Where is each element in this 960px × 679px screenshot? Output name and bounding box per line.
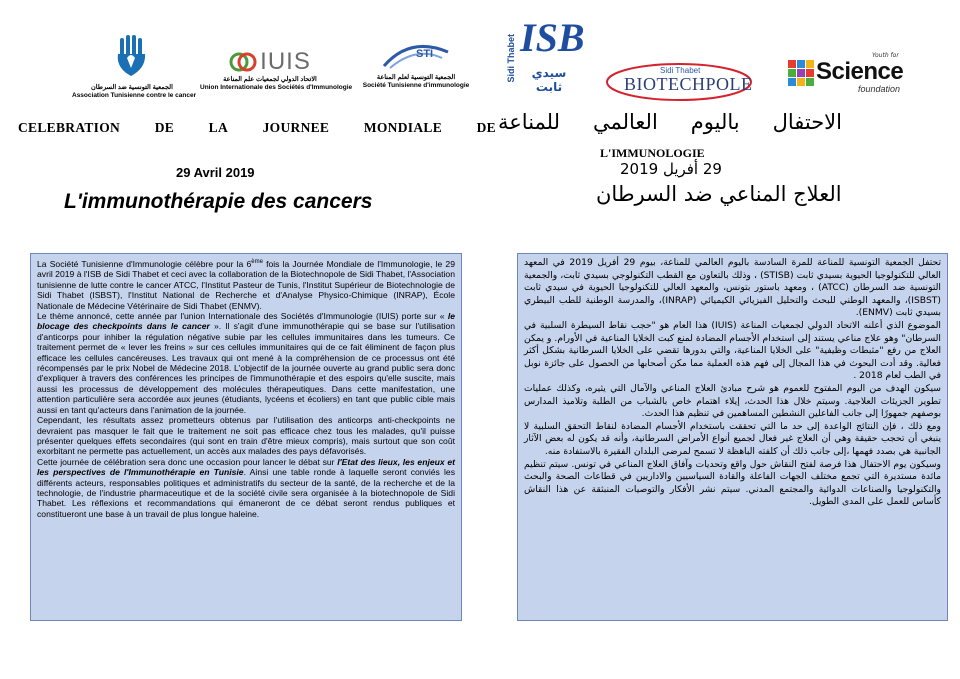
heading-word: للمناعة (498, 110, 561, 134)
iuis-fr-name: Union Internationale des Sociétés d'Immunologie (200, 84, 353, 91)
heading-word: باليوم (690, 110, 740, 134)
arabic-heading (498, 110, 842, 134)
heading-word: CELEBRATION (18, 120, 121, 135)
isb-side-text: Sidi Thabet (506, 34, 516, 83)
hand-ribbon-icon (112, 34, 152, 80)
sti-mark: STI (416, 48, 434, 60)
french-paragraph: Le thème annoncé, cette année par l'union Internationale des Sociétés d'Immunologie (IUIS) porte sur « le blocage des checkpoints dans le cancer ». Il s'agit d'une immunothérapie qui se base sur l'utilisation d'anticorps pour inhiber la régulation négative subie par les cellules immunitaires dans les tumeurs. Ce traitement permet de « lever les freins » sur ces cellules immunitaires qui de ce fait éliminent de façon plus efficace les cellules cancéreuses. Les travaux qui ont mené à la compréhension de ce processus ont été récompensés par le prix Nobel de Médecine 2018. L'objectif de la journée ouverte au grand public sera donc d'expliquer à travers des conférences les principes de l'immunothérapie et des espoirs qu'elle suscite, mais aussi les processus de développement des molécules thérapeutiques. Dans cette manifestation, une attention particulière sera accordée aux jeunes (étudiants, lycéens et écoliers) en tant que public cible mais aussi en tant qu'acteurs dans l'animation de la journée. (37, 311, 455, 415)
arabic-paragraph: وسيكون يوم الاحتفال هذا فرصة لفتح النقاش حول واقع وتحديات وآفاق العلاج المناعي في تونس. سيتم تنظيم مائدة مستديرة التي تجمع مختلف الجهات الفاعلة والقادة السياسيين والاداريين في قطاعات الصحة والبحث والتكنولوجيا والصناعات الدوائية والمجتمع المدني. سيتم نشر الأفكار والتوصيات المنبثقة عن هذا النقاش كأساس للعمل على المدى الطويل. (524, 458, 941, 508)
arabic-text-box (517, 253, 948, 621)
science-mark: Science (816, 58, 904, 85)
french-paragraph: Cette journée de célébration sera donc une occasion pour lancer le débat sur l'Etat des lieux, les enjeux et les perspectives de l'Immunothérapie en Tunisie. Ainsi une table ronde à laquelle seront conviés les différents acteurs, responsables politiques et administratifs du secteur de la santé, de la recherche et de la technologie, de l'industrie pharmaceutique et de la société civile sera organisée à la biotechnopole de Sidi Thabet. Les réflexions et recommandations qui émaneront de ce débat seront rendus publiques et constitueront une base à un travail de plus longue haleine. (37, 456, 455, 519)
iuis-globe-icon (229, 50, 257, 74)
isb-mark: ISB (520, 15, 585, 60)
arabic-paragraph: تحتفل الجمعية التونسية للمناعة للمرة السادسة باليوم العالمي للمناعة، بيوم 29 أفريل 2019 في المعهد العالي للتكنولوجيا الحيوية بسيدي ثابت (STISB) ، وذلك بالتعاون مع القطب التكنولوجي بسيدي ثابت، والجمعية التونسية ضد السرطان (ATCC) ، ومعهد باستور بتونس، والمعهد العالي للتكنولوجيا الحيوية في سيدي ثابت (ISBST)، والمعهد الوطني للبحث والتحليل الفيزيائي الكيميائي (INRAP)، والمدرسة الوطنية للطب البيطري بسيدي ثابت (ENMV). (524, 257, 942, 319)
heading-word: العالمي (592, 110, 658, 134)
arabic-title: العلاج المناعي ضد السرطان (596, 182, 842, 206)
biotechpole-top-text: Sidi Thabet (660, 66, 701, 75)
french-date: 29 Avril 2019 (176, 165, 255, 180)
heading-word: LA (208, 120, 229, 135)
arabic-paragraph: سيكون الهدف من اليوم المفتوح للعموم هو شرح مبادئ العلاج المناعي والآمال التي يثيره، وكذلك عمليات تطوير الجزيئات العلاجية. وسيتم خلال هذا الحدث، إيلاء اهتمام خاص بالشباب من الطلبة وتلاميذ المدارس بوصفهم جمهورًا إلى جانب الفاعلين النشطين المساهمين في تنظيم هذا الحدث. (524, 382, 941, 420)
heading-word: MONDIALE (363, 120, 442, 135)
biotechpole-logo (604, 56, 754, 102)
iuis-mark: IUIS (260, 48, 311, 75)
french-title: L'immunothérapie des cancers (64, 190, 373, 213)
sti-fr-name: Société Tunisienne d'immunologie (362, 82, 470, 89)
iuis-logo (200, 48, 353, 92)
science-sub: foundation (858, 84, 901, 94)
science-tag: Youth for (872, 52, 899, 59)
arabic-paragraph: الموضوع الذي أعلنه الاتحاد الدولي لجمعيات المناعة (IUIS) هذا العام هو "حجب نقاط السيطرة السلبية في السرطان" وهو علاج مناعي يستند إلى استخدام الأجسام المضادة لمنع كبت الخلايا المناعية في الأورام. و يمكن العلاج من رفع "مثبطات وظيفية" على الخلايا المناعية، والتي بدورها تقضي على الخلايا السرطانية بشكل أكثر فعالية. وقد أدت البحوث في هذا المجال إلى فهم هذه العملية مما مكن أصحابها من الحصول على جائزة نوبل في الطب لعام 2018 . (524, 319, 941, 382)
isb-ar-text: سيدي ثابت (531, 66, 567, 94)
french-text-box (30, 253, 462, 621)
science-foundation-logo (786, 52, 926, 102)
heading-word: JOURNEE (262, 120, 330, 135)
arabic-date: 29 أفريل 2019 (620, 160, 722, 178)
isb-logo (506, 14, 585, 104)
sti-ar-name: الجمعية التونسية لعلم المناعة (376, 74, 456, 81)
sti-logo (350, 42, 482, 90)
atcc-fr-name: Association Tunisienne contre le cancer (72, 92, 197, 99)
heading-immunology: L'IMMUNOLOGIE (600, 146, 705, 160)
atcc-ar-name: الجمعية التونسية ضد السرطان (91, 84, 173, 91)
biotechpole-name: BIOTECHPOLE (624, 74, 753, 94)
arabic-paragraph: ومع ذلك ، فإن النتائج الواعدة إلى حد ما التي تحققت باستخدام الأجسام المضادة لنقاط التحقق السلبية لا ينبغي أن تحجب حقيقة وهي أن العلاج غير فعال لجميع أنواع الأمراض السرطانية، وأنه قد يكون له بعض الآثار الجانبية هي بصدد فهمها ،إلى جانب ذلك أن كلفته الباهظة لا تسمح لمرضى البلدان الفقيرة بالاستفادة منه. (524, 420, 941, 457)
heading-word: DE (476, 120, 496, 135)
colored-blocks-icon (788, 60, 814, 86)
heading-word: الاحتفال (772, 110, 842, 134)
atcc-logo (72, 34, 197, 100)
french-paragraph: La Société Tunisienne d'Immunologie célèbre pour la 6ème fois la Journée Mondiale de l'Immunologie, le 29 avril 2019 à l'ISB de Sidi Thabet et ceci avec la collaboration de la Biotechnopole de Sidi Thabet, l'Association tunisienne de lutte contre le cancer ATCC, l'Institut Pasteur de Tunis, l'Institut Supérieur de Biotechnologie de Sidi Thabet (ISBST), l'Institut National de Recherche et d'Analyse Physico-Chimique (INRAP), École Nationale de Médecine Vétérinaire de Sidi Thabet (ENMV). (37, 259, 455, 311)
iuis-ar-name: الاتحاد الدولي لجمعيات علم المناعة (223, 76, 317, 83)
french-heading (18, 120, 496, 136)
heading-word: DE (154, 120, 175, 135)
french-paragraph: Cependant, les résultats assez prometteurs obtenus par l'utilisation des anticorps anti-checkpoints ne devraient pas masquer le fait que le traitement ne soit pas efficace chez tous les malades, qu'il puisse présenter quelques effets secondaires (qui sont en train d'être mieux compris), mais surtout que son coût exorbitant ne permette pas actuellement, un accès aux malades des pays défavorisés. (37, 415, 455, 457)
